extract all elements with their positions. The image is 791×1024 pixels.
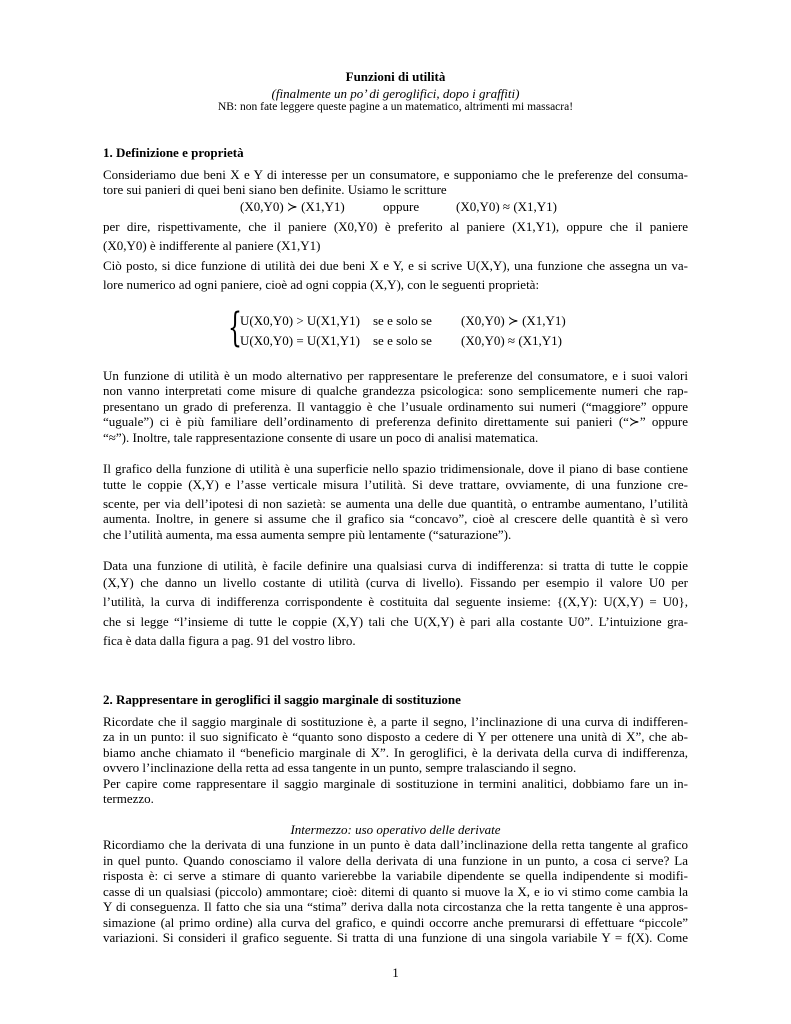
paragraph-line: aumenta. Inoltre, in genere si assume che il grafico sia “concavo”, cioè al crescere delle quantità è sì vero [103,511,688,526]
paragraph-line: Ricordiamo che la derivata di una funzione in un punto è data dall’inclinazione della retta tangente al grafico [103,837,688,852]
paragraph-line: Data una funzione di utilità, è facile definire una qualsiasi curva di indifferenza: si tratta di tutte le coppie [103,558,688,573]
paragraph-line: termezzo. [103,791,154,806]
warning-note: NB: non fate leggere queste pagine a un matematico, altrimenti mi massacra! [217,101,574,113]
formula-indifferent: (X0,Y0) ≈ (X1,Y1) [456,199,558,214]
paragraph-line: per dire, rispettivamente, che il paniere (X0,Y0) è preferito al paniere (X1,Y1), oppure che il paniere [103,219,688,234]
paragraph-line: variazioni. Si consideri il grafico seguente. Si tratta di una funzione di una singola variabile Y = f(X). Come [103,930,688,945]
paragraph-line: simazione (al primo ordine) alla curva del grafico, e quindi occorre anche premurarsi di effettuare “piccole” [103,915,688,930]
paragraph-line: Un funzione di utilità è un modo alternativo per rappresentare le preferenze del consumatore, e i suoi valori [103,368,688,383]
paragraph-line: casse di un qualsiasi (piccolo) ammontare; cioè: ditemi di quanto si muove la X, e io vi stimo come cambia la [103,884,688,899]
paragraph-line: Il grafico della funzione di utilità è una superficie nello spazio tridimensionale, dove il piano di base contiene [103,461,688,476]
paragraph-line: biamo anche chiamato il “beneficio marginale di X”. In geroglifici, è la derivata della curva di indifferenza, [103,745,688,760]
system-row2-rhs: (X0,Y0) ≈ (X1,Y1) [461,333,563,348]
paragraph-line: che l’utilità aumenta, ma essa aumenta sempre più lentamente (“saturazione”). [103,527,512,542]
paragraph-line: risposta è: ci serve a stimare di quanto varierebbe la variabile dipendente se quella indipendente si modifi- [103,868,688,883]
paragraph-line: scente, per via dell’ipotesi di non sazietà: se aumenta una delle due quantità, o entrambe aumentano, l’utilità [103,496,688,511]
system-brace: { [228,305,242,351]
paragraph-line: presentano un grado di preferenza. Il vantaggio è che l’usuale ordinamento sui numeri (“maggiore” oppure [103,399,688,414]
paragraph-line: fica è data dalla figura a pag. 91 del vostro libro. [103,633,356,648]
paragraph-line: za in un punto: il suo significato è “quanto sono disposto a cedere di Y per ottenere una unità di X”, che ab- [103,729,688,744]
paragraph-line: Per capire come rappresentare il saggio marginale di sostituzione in termini analitici, dobbiamo fare un in- [103,776,688,791]
paragraph-line: Ciò posto, si dice funzione di utilità dei due beni X e Y, e si scrive U(X,Y), una funzione che assegna un va- [103,258,688,273]
system-row1-condition: se e solo se [373,313,432,328]
paragraph-line: in quel punto. Quando conosciamo il valore della derivata di una funzione in un punto, a cosa ci serve? La [103,853,688,868]
intermezzo-title: Intermezzo: uso operativo delle derivate [290,822,501,837]
paragraph-line: (X0,Y0) è indifferente al paniere (X1,Y1) [103,238,321,253]
formula-or: oppure [383,199,420,214]
paragraph-line: “≈”). Inoltre, tale rappresentazione consente di usare un poco di analisi matematica. [103,430,539,445]
paragraph-line: tore sui panieri di quei beni siano ben definite. Usiamo le scritture [103,182,447,197]
paragraph-line: (X,Y) che danno un livello costante di utilità (curva di livello). Fissando per esempio il valore U0 per [103,575,688,590]
paragraph-line: lore numerico ad ogni paniere, cioè ad ogni coppia (X,Y), con le seguenti proprietà: [103,277,540,292]
paragraph-line: ovvero l’inclinazione della retta ad essa tangente in un punto, sempre tralasciando il segno. [103,760,577,775]
system-row2-condition: se e solo se [373,333,432,348]
section-2-heading: 2. Rappresentare in geroglifici il saggio marginale di sostituzione [103,692,461,707]
paragraph-line: tutte le coppie (X,Y) e l’asse verticale misura l’utilità. Si deve trattare, ovviamente, di una funzione cre- [103,477,688,492]
system-row2-lhs: U(X0,Y0) = U(X1,Y1) [240,333,360,348]
paragraph-line: che si legge “l’insieme di tutte le coppie (X,Y) tali che U(X,Y) è pari alla costante U0”. L’intuizione gra- [103,614,688,629]
system-row1-lhs: U(X0,Y0) > U(X1,Y1) [240,313,360,328]
paragraph-line: non vanno interpretati come misure di qualche grandezza psicologica: sono semplicemente numeri che rap- [103,383,688,398]
page-subtitle: (finalmente un po’ di geroglifici, dopo i graffiti) [271,86,520,101]
paragraph-line: Y di conseguenza. Il fatto che sia una “stima” deriva dalla nota circostanza che la retta tangente è una appros- [103,899,688,914]
page-number: 1 [392,965,399,980]
paragraph-line: Consideriamo due beni X e Y di interesse per un consumatore, e supponiamo che le preferenze del consuma- [103,167,688,182]
system-row1-rhs: (X0,Y0) ≻ (X1,Y1) [461,313,566,328]
paragraph-line: l’utilità, la curva di indifferenza corrispondente è costituita dal seguente insieme: {(X,Y): U(X,Y) = U0}, [103,594,688,609]
paragraph-line: “uguale”) ci è più familiare dell’ordinamento di preferenza definito direttamente sui panieri (“≻” oppure [103,414,688,429]
formula-preferred: (X0,Y0) ≻ (X1,Y1) [240,199,345,214]
section-1-heading: 1. Definizione e proprietà [103,145,244,160]
paragraph-line: Ricordate che il saggio marginale di sostituzione è, a parte il segno, l’inclinazione di una curva di indifferen- [103,714,688,729]
page-title: Funzioni di utilità [345,69,446,84]
